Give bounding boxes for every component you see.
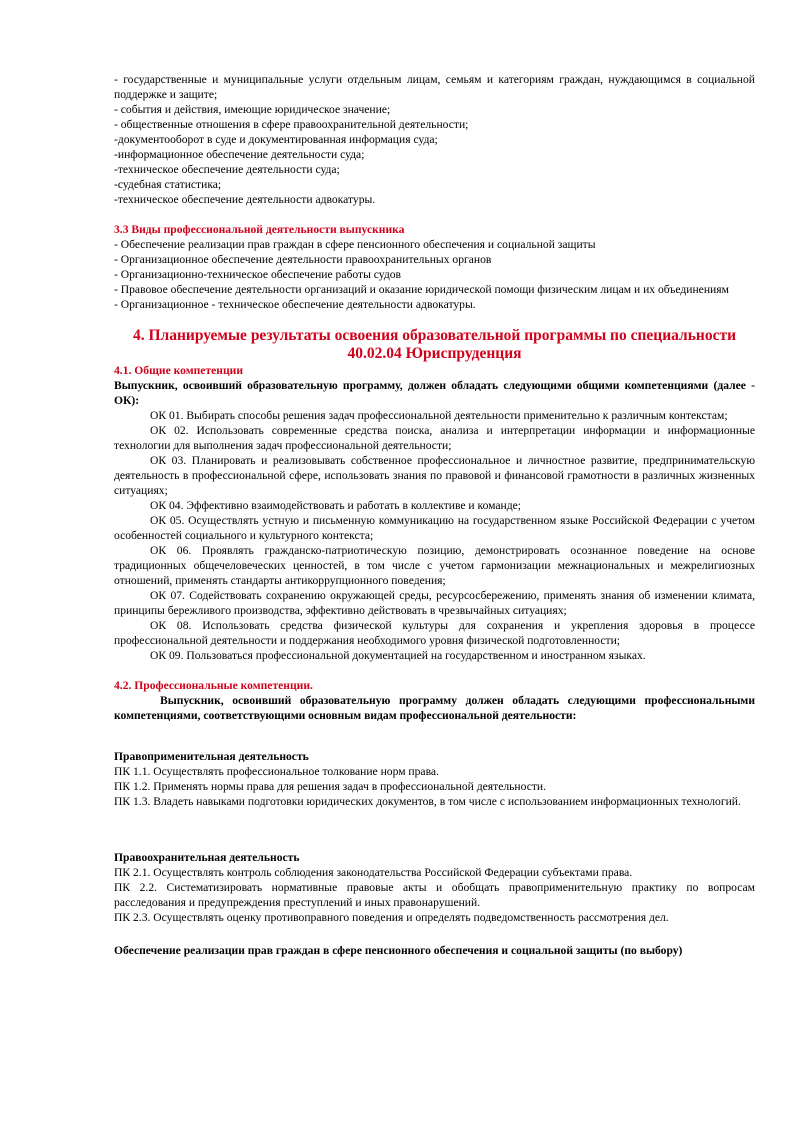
competency-ok03: ОК 03. Планировать и реализовывать собственное профессиональное и личностное развитие, предпринимательскую деятельность в профессиональной сфере, использовать знания по правовой и финансовой грамотности в различных жизненных ситуациях; (114, 454, 755, 497)
competency-ok04: ОК 04. Эффективно взаимодействовать и работать в коллективе и команде; (150, 499, 522, 512)
competency-ok02: ОК 02. Использовать современные средства поиска, анализа и интерпретации информации и информационные технологии для выполнения задач профессиональной деятельности; (114, 424, 755, 452)
document-page (114, 72, 755, 958)
competency-ok01: ОК 01. Выбирать способы решения задач профессиональной деятельности применительно к различным контекстам; (150, 409, 728, 422)
list-item: - государственные и муниципальные услуги отдельным лицам, семьям и категориям граждан, нуждающимся в социальной поддержке и защите; (114, 73, 755, 101)
list-item: - Организационное - техническое обеспечение деятельности адвокатуры. (114, 298, 476, 311)
competency-ok07: ОК 07. Содействовать сохранению окружающей среды, ресурсосбережению, применять знания об изменении климата, принципы бережливого производства, эффективно действовать в чрезвычайных ситуациях; (114, 589, 755, 617)
list-item: - события и действия, имеющие юридическое значение; (114, 103, 391, 116)
list-item: -документооборот в суде и документированная информация суда; (114, 133, 438, 146)
competency-ok06: ОК 06. Проявлять гражданско-патриотическую позицию, демонстрировать осознанное поведение на основе традиционных общечеловеческих ценностей, в том числе с учетом гармонизации межнациональных и межрелигиозных отношений, применять стандарты антикоррупционного поведения; (114, 544, 755, 587)
list-item: -техническое обеспечение деятельности адвокатуры. (114, 193, 376, 206)
section-4-title (114, 327, 755, 363)
competency-pk23: ПК 2.3. Осуществлять оценку противоправного поведения и определять подведомственность рассмотрения дел. (114, 911, 669, 924)
list-item: -техническое обеспечение деятельности суда; (114, 163, 340, 176)
top-list (114, 72, 755, 207)
group-law-enforcement-title: Правоприменительная деятельность (114, 750, 309, 763)
list-item: -судебная статистика; (114, 178, 222, 191)
group-pension-title: Обеспечение реализации прав граждан в сфере пенсионного обеспечения и социальной защиты (по выбору) (114, 944, 683, 957)
competency-pk22: ПК 2.2. Систематизировать нормативные правовые акты и обобщать правоприменительную практику по вопросам расследования и предупреждения преступлений и иных правонарушений. (114, 881, 755, 909)
section-3-3-heading: 3.3 Виды профессиональной деятельности выпускника (114, 223, 405, 236)
competency-ok08: ОК 08. Использовать средства физической культуры для сохранения и укрепления здоровья в процессе профессиональной деятельности и поддержания необходимого уровня физической подготовленности; (114, 619, 755, 647)
section-4-title-line1: 4. Планируемые результаты освоения образовательной программы по специальности (132, 327, 737, 344)
general-competencies-list (114, 408, 755, 663)
competency-ok09: ОК 09. Пользоваться профессиональной документацией на государственном и иностранном языках. (150, 649, 646, 662)
section-4-2-heading: 4.2. Профессиональные компетенции. (114, 679, 313, 692)
list-item: - Организационное обеспечение деятельности правоохранительных органов (114, 253, 492, 266)
competency-pk21: ПК 2.1. Осуществлять контроль соблюдения законодательства Российской Федерации субъектами права. (114, 866, 633, 879)
list-item: -информационное обеспечение деятельности суда; (114, 148, 365, 161)
competency-ok05: ОК 05. Осуществлять устную и письменную коммуникацию на государственном языке Российской Федерации с учетом особенностей социального и культурного контекста; (114, 514, 755, 542)
competency-pk13: ПК 1.3. Владеть навыками подготовки юридических документов, в том числе с использованием информационных технологий. (114, 795, 741, 808)
list-item: - Организационно-техническое обеспечение работы судов (114, 268, 402, 281)
group-law-protection-title: Правоохранительная деятельность (114, 851, 300, 864)
list-item: - общественные отношения в сфере правоохранительной деятельности; (114, 118, 469, 131)
section-4-2-intro: Выпускник, освоивший образовательную программу должен обладать следующими профессиональными компетенциями, соответствующими основным видам профессиональной деятельности: (114, 694, 755, 722)
section-4-title-line2: 40.02.04 Юриспруденция (347, 345, 522, 362)
section-4-1-heading: 4.1. Общие компетенции (114, 364, 244, 377)
list-item: - Правовое обеспечение деятельности организаций и оказание юридической помощи физическим лицам и их объединениям (114, 283, 729, 296)
pk2-list (114, 865, 755, 925)
list-item: - Обеспечение реализации прав граждан в сфере пенсионного обеспечения и социальной защиты (114, 238, 596, 251)
section-3-3-list (114, 237, 755, 312)
pk1-list (114, 764, 755, 809)
section-4-1-intro: Выпускник, освоивший образовательную программу, должен обладать следующими общими компетенциями (далее - ОК): (114, 379, 755, 407)
competency-pk11: ПК 1.1. Осуществлять профессиональное толкование норм права. (114, 765, 439, 778)
competency-pk12: ПК 1.2. Применять нормы права для решения задач в профессиональной деятельности. (114, 780, 547, 793)
